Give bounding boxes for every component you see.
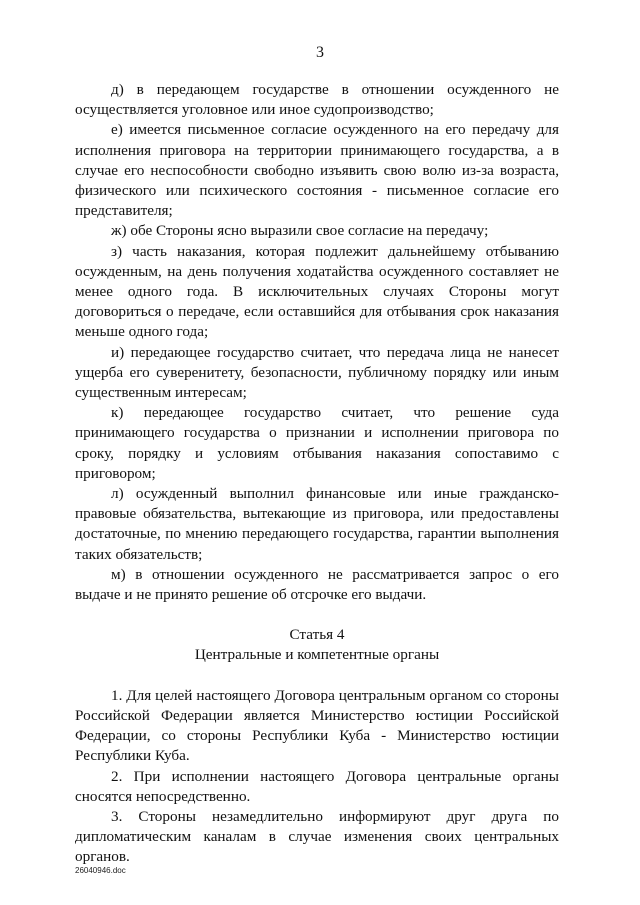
article-title: Центральные и компетентные органы xyxy=(194,646,440,664)
article-paragraph-2: 2. При исполнении настоящего Договора центральные органы сносятся непосредственно. xyxy=(75,767,559,805)
article-paragraph-3: 3. Стороны незамедлительно информируют друг друга по дипломатическим каналам в случае изменения своих центральных органов. xyxy=(75,807,559,866)
paragraph-k: к) передающее государство считает, что решение суда принимающего государства о признании и исполнении приговора по сроку, порядку и условиям отбывания наказания сопоставимо с приговором; xyxy=(75,404,559,482)
page-number: 3 xyxy=(316,44,324,61)
article-heading xyxy=(75,625,559,665)
paragraph-m: м) в отношении осужденного не рассматривается запрос о его выдаче и не принято решение об отсрочке его выдачи. xyxy=(75,565,559,604)
paragraph-e: е) имеется письменное согласие осужденного на его передачу для исполнения приговора на территории принимающего государства, а в случае его неспособности свободно изъявить свою волю из-за возраста, физического или психического состояния - письменное согласие его представителя; xyxy=(75,121,559,220)
section-spacer xyxy=(75,666,559,686)
document-filename: 26040946.doc xyxy=(75,866,126,875)
paragraph-z: з) часть наказания, которая подлежит дальнейшему отбыванию осужденным, на день получения ходатайства осужденного составляет не менее одного года. В исключительных случаях Стороны могут договориться о передаче, если оставшийся для отбывания срок наказания меньше одного года; xyxy=(75,242,559,341)
article-paragraph-1: 1. Для целей настоящего Договора центральным органом со стороны Российской Федерации является Министерство юстиции Российской Федерации, со стороны Республики Куба - Министерство юстиции Республики Куба. xyxy=(75,686,559,765)
paragraph-l: л) осужденный выполнил финансовые или иные гражданско-правовые обязательства, вытекающие из приговора, или предоставлены достаточные, по мнению передающего государства, гарантии выполнения таких обязательств; xyxy=(75,485,559,563)
article-number: Статья 4 xyxy=(289,626,345,644)
paragraph-d: д) в передающем государстве в отношении осужденного не осуществляется уголовное или иное судопроизводство; xyxy=(75,81,559,119)
paragraph-i: и) передающее государство считает, что передача лица не нанесет ущерба его суверенитету, безопасности, публичному порядку или иным существенным интересам; xyxy=(75,343,559,402)
paragraph-zh: ж) обе Стороны ясно выразили свое согласие на передачу; xyxy=(111,222,489,240)
document-body xyxy=(75,80,559,868)
